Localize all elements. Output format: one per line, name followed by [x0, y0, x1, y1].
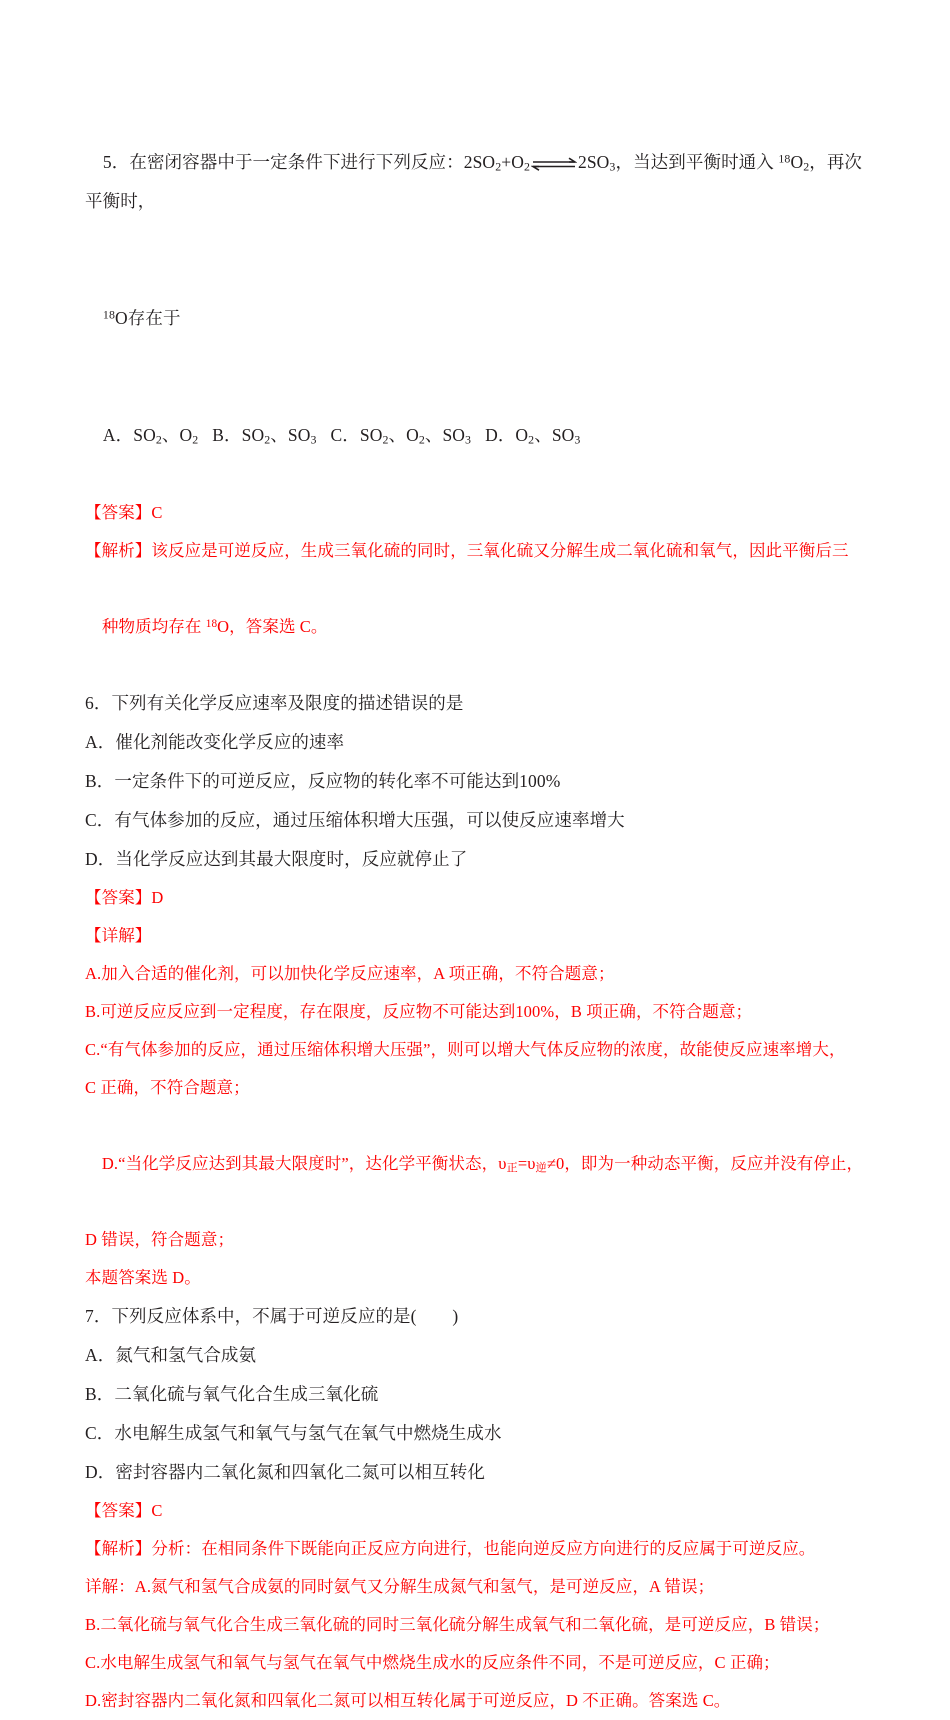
question-6-option-a[interactable]: A．催化剂能改变化学反应的速率: [85, 732, 345, 752]
question-7-answer: 【答案】C: [85, 1501, 163, 1520]
question-5-explanation-line-1: 【解析】该反应是可逆反应，生成三氧化硫的同时，三氧化硫又分解生成二氧化硫和氧气，因此平衡后三: [85, 541, 849, 560]
q5-opt-c-mid2: 、SO: [424, 425, 466, 445]
question-5-options: [85, 377, 872, 494]
equilibrium-arrow-icon: [531, 155, 577, 173]
q5-option-b[interactable]: [212, 425, 316, 445]
question-7-option-b[interactable]: B．二氧化硫与氧气化合生成三氧化硫: [85, 1384, 379, 1404]
q5-line2-sup-iso18: 18: [102, 307, 115, 322]
q5-opt-b-sub1: 2: [264, 432, 271, 447]
question-5-stem-line-1: [85, 104, 872, 260]
q6-expd-pre: D.“当化学反应达到其最大限度时”，达化学平衡状态，: [101, 1154, 499, 1173]
question-6-stem: 6．下列有关化学反应速率及限度的描述错误的是: [85, 693, 464, 713]
q5-opt-c-sub3: 3: [465, 432, 472, 447]
q5-line2-text: O存在于: [115, 308, 181, 328]
q6-expd-sub-forward: 正: [506, 1162, 518, 1175]
question-7-explanation-analysis: 【解析】分析：在相同条件下既能向正反应方向进行，也能向逆反应方向进行的反应属于可逆反应。: [85, 1539, 816, 1558]
question-6-detail-header: 【详解】: [85, 926, 152, 945]
q5-stem-part5: O: [790, 152, 804, 172]
q5-exp2-post: O，答案选 C。: [217, 617, 328, 636]
question-6-conclusion: 本题答案选 D。: [85, 1268, 201, 1287]
q5-exp2-pre: 种物质均存在: [101, 617, 206, 636]
q5-opt-b-mid: 、SO: [270, 425, 311, 445]
q5-stem-part4: ，当达到平衡时通入: [615, 152, 779, 172]
q5-opt-a-mid: 、O: [161, 425, 193, 445]
question-6-explanation-a: A.加入合适的催化剂，可以加快化学反应速率，A 项正确，不符合题意；: [85, 964, 615, 983]
q5-option-d[interactable]: [485, 425, 580, 445]
q6-expd-sub-reverse: 逆: [535, 1162, 547, 1175]
q5-stem-part1: 5．在密闭容器中于一定条件下进行下列反应：2SO: [102, 152, 496, 172]
question-6-explanation-d-line1: [85, 1107, 872, 1221]
question-7-option-c[interactable]: C．水电解生成氢气和氧气与氢气在氧气中燃烧生成水: [85, 1423, 502, 1443]
q5-opt-a-sub1: 2: [155, 432, 162, 447]
q5-stem-part3: 2SO: [578, 152, 610, 172]
q5-opt-d-sub1: 2: [528, 432, 535, 447]
q5-opt-c-sub2: 2: [418, 432, 425, 447]
q5-sub-o2: 2: [523, 159, 530, 174]
question-5-explanation-line-2: [85, 570, 872, 684]
q5-sub-o2-iso: 2: [803, 159, 810, 174]
question-6-explanation-b: B.可逆反应反应到一定程度，存在限度，反应物不可能达到100%，B 项正确，不符合题意；: [85, 1002, 753, 1021]
question-5-stem-line-2: [85, 260, 872, 377]
q5-opt-c-mid1: 、O: [388, 425, 419, 445]
q5-exp2-sup-iso18: 18: [205, 617, 218, 630]
question-7-option-a[interactable]: A．氮气和氢气合成氨: [85, 1345, 257, 1365]
question-6-option-b[interactable]: B．一定条件下的可逆反应，反应物的转化率不可能达到100%: [85, 771, 561, 791]
question-6-answer: 【答案】D: [85, 888, 164, 907]
q6-expd-nu-reverse: υ: [527, 1154, 536, 1173]
question-7-stem: 7．下列反应体系中，不属于可逆反应的是( ): [85, 1306, 459, 1326]
q5-option-b-label: B．SO: [212, 425, 265, 445]
q5-opt-d-mid: 、SO: [534, 425, 575, 445]
q5-option-a[interactable]: [103, 425, 198, 445]
question-7-explanation-b: B.二氧化硫与氧气化合生成三氧化硫的同时三氧化硫分解生成氧气和二氧化硫，是可逆反应，B 错误；: [85, 1615, 830, 1634]
question-7-explanation-c: C.水电解生成氢气和氧气与氢气在氧气中燃烧生成水的反应条件不同，不是可逆反应，C 正确；: [85, 1653, 780, 1672]
q5-stem-part2: +O: [501, 152, 524, 172]
question-7-option-d[interactable]: D．密封容器内二氧化氮和四氧化二氮可以相互转化: [85, 1462, 485, 1482]
q5-option-d-label: D．O: [485, 425, 529, 445]
question-6-option-c[interactable]: C．有气体参加的反应，通过压缩体积增大压强，可以使反应速率增大: [85, 810, 625, 830]
q5-opt-c-sub1: 2: [382, 432, 389, 447]
question-6-explanation-c-line2: C 正确，不符合题意；: [85, 1078, 250, 1097]
q5-opt-a-sub2: 2: [192, 432, 199, 447]
q5-opt-d-sub2: 3: [574, 432, 581, 447]
q5-sub-so2-a: 2: [495, 159, 502, 174]
question-7-explanation-a: 详解：A.氮气和氢气合成氨的同时氨气又分解生成氮气和氢气，是可逆反应，A 错误；: [85, 1577, 715, 1596]
question-7-explanation-d: D.密封容器内二氧化氮和四氧化二氮可以相互转化属于可逆反应，D 不正确。答案选 C。: [85, 1691, 731, 1710]
q5-opt-b-sub2: 3: [310, 432, 317, 447]
q6-expd-nu-forward: υ: [498, 1154, 507, 1173]
q5-option-c[interactable]: [330, 425, 471, 445]
question-6-explanation-c-line1: C.“有气体参加的反应，通过压缩体积增大压强”，则可以增大气体反应物的浓度，故能使反应速率增大，: [85, 1040, 846, 1059]
q5-sup-iso18: 18: [778, 151, 791, 166]
q5-option-a-label: A．SO: [102, 425, 156, 445]
q5-sub-so3: 3: [609, 159, 616, 174]
q5-option-c-label: C．SO: [330, 425, 383, 445]
question-5-answer: 【答案】C: [85, 503, 163, 522]
question-6-explanation-d-line2: D 错误，符合题意；: [85, 1230, 235, 1249]
q6-expd-equals: =: [517, 1154, 528, 1173]
q6-expd-post: ≠0，即为一种动态平衡，反应并没有停止，: [546, 1154, 864, 1173]
question-6-option-d[interactable]: D．当化学反应达到其最大限度时，反应就停止了: [85, 849, 468, 869]
q5-stem-part6: ，再次平衡时，: [85, 152, 863, 211]
